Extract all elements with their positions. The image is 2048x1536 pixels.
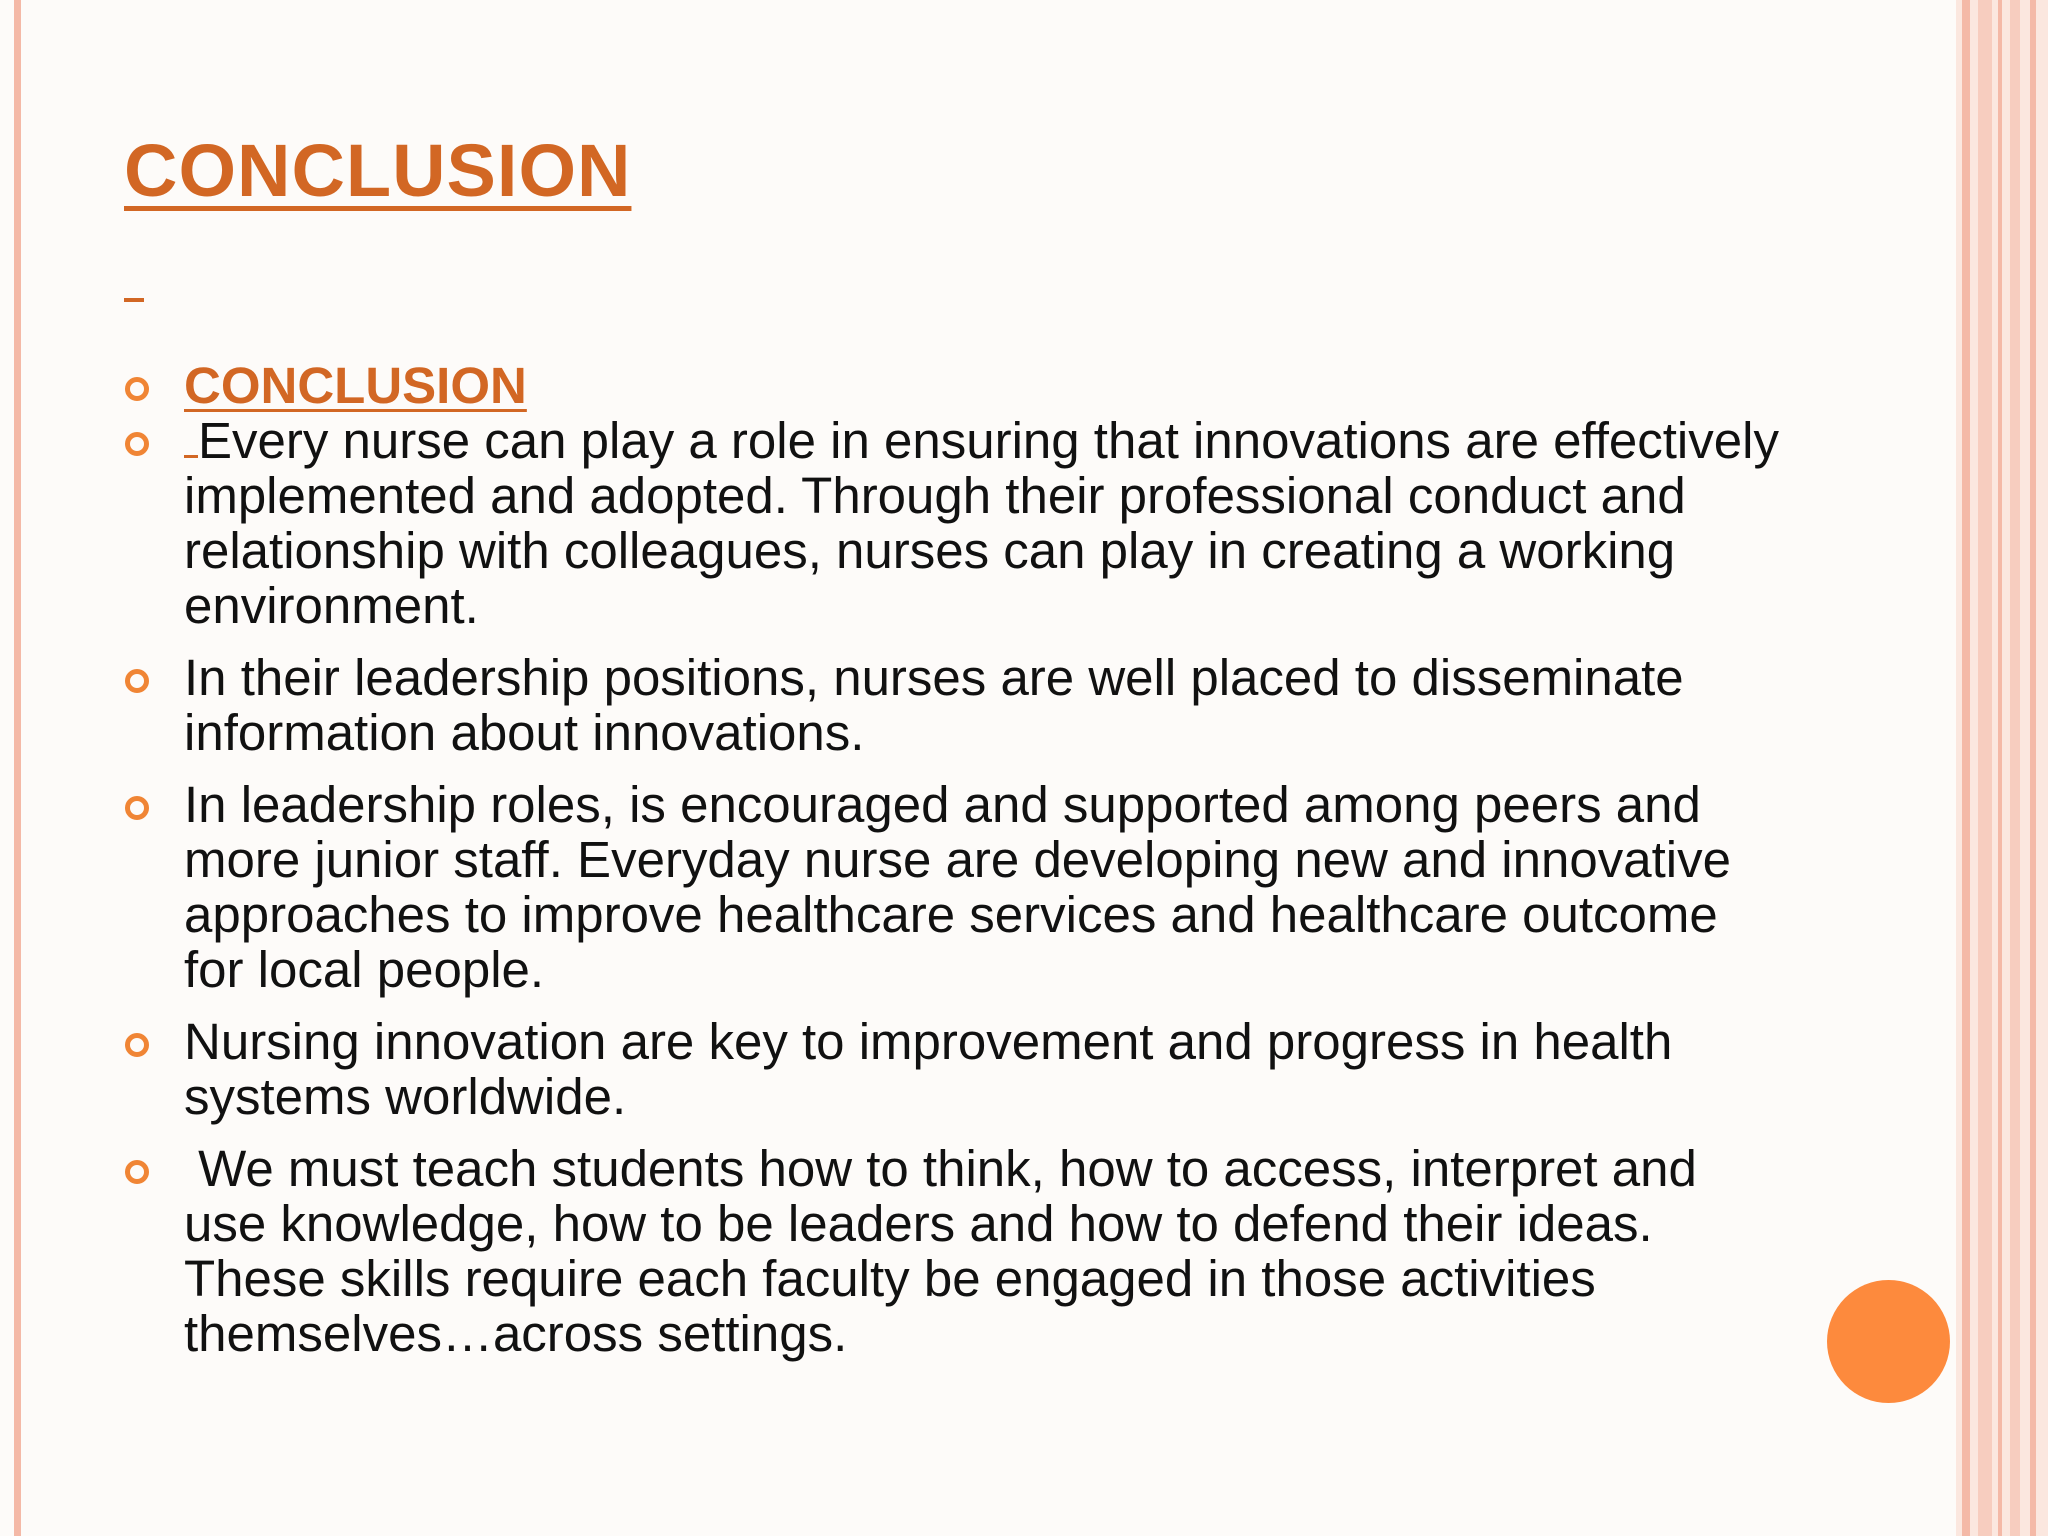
underline-mark xyxy=(184,415,198,458)
bullet-circle-icon xyxy=(125,377,149,401)
bullet-text: In their leadership positions, nurses are well placed to disseminate information about innovations. xyxy=(184,649,1684,761)
left-border-decoration xyxy=(14,0,21,1536)
bullet-circle-icon xyxy=(125,1160,149,1184)
bullet-text: We must teach students how to think, how to access, interpret and use knowledge, how to be leaders and how to defend their ideas. These skills require each faculty be engaged in those activities themselves…across settings. xyxy=(184,1140,1712,1362)
orange-circle-decoration xyxy=(1827,1280,1950,1403)
bullet-item-conclusion-heading xyxy=(122,358,1782,413)
bullet-item xyxy=(122,777,1782,997)
stripe-decoration xyxy=(2010,0,2020,1536)
title-dash-decoration xyxy=(124,298,144,302)
bullet-circle-icon xyxy=(125,432,149,456)
slide-title: CONCLUSION xyxy=(124,129,632,212)
stripe-decoration xyxy=(1962,0,1970,1536)
stripe-decoration xyxy=(1998,0,2002,1536)
stripe-decoration xyxy=(1978,0,1992,1536)
bullet-item xyxy=(122,413,1782,633)
bullet-heading-text: CONCLUSION xyxy=(184,357,527,414)
stripe-decoration xyxy=(2030,0,2036,1536)
bullet-text: Nursing innovation are key to improvement and progress in health systems worldwide. xyxy=(184,1013,1673,1125)
bullet-text: Every nurse can play a role in ensuring that innovations are effectively implemented and adopted. Through their professional conduct and relationship with colleagues, nurses can play in creating a working environment. xyxy=(184,412,1779,634)
bullet-circle-icon xyxy=(125,1033,149,1057)
bullet-circle-icon xyxy=(125,796,149,820)
bullet-item xyxy=(122,1014,1782,1124)
bullet-item xyxy=(122,1141,1782,1361)
bullet-text: In leadership roles, is encouraged and supported among peers and more junior staff. Everyday nurse are developing new and innovative approaches to improve healthcare services and healthcare outcome for local people. xyxy=(184,776,1731,998)
bullet-list xyxy=(122,358,1782,1378)
bullet-item xyxy=(122,650,1782,760)
bullet-circle-icon xyxy=(125,669,149,693)
